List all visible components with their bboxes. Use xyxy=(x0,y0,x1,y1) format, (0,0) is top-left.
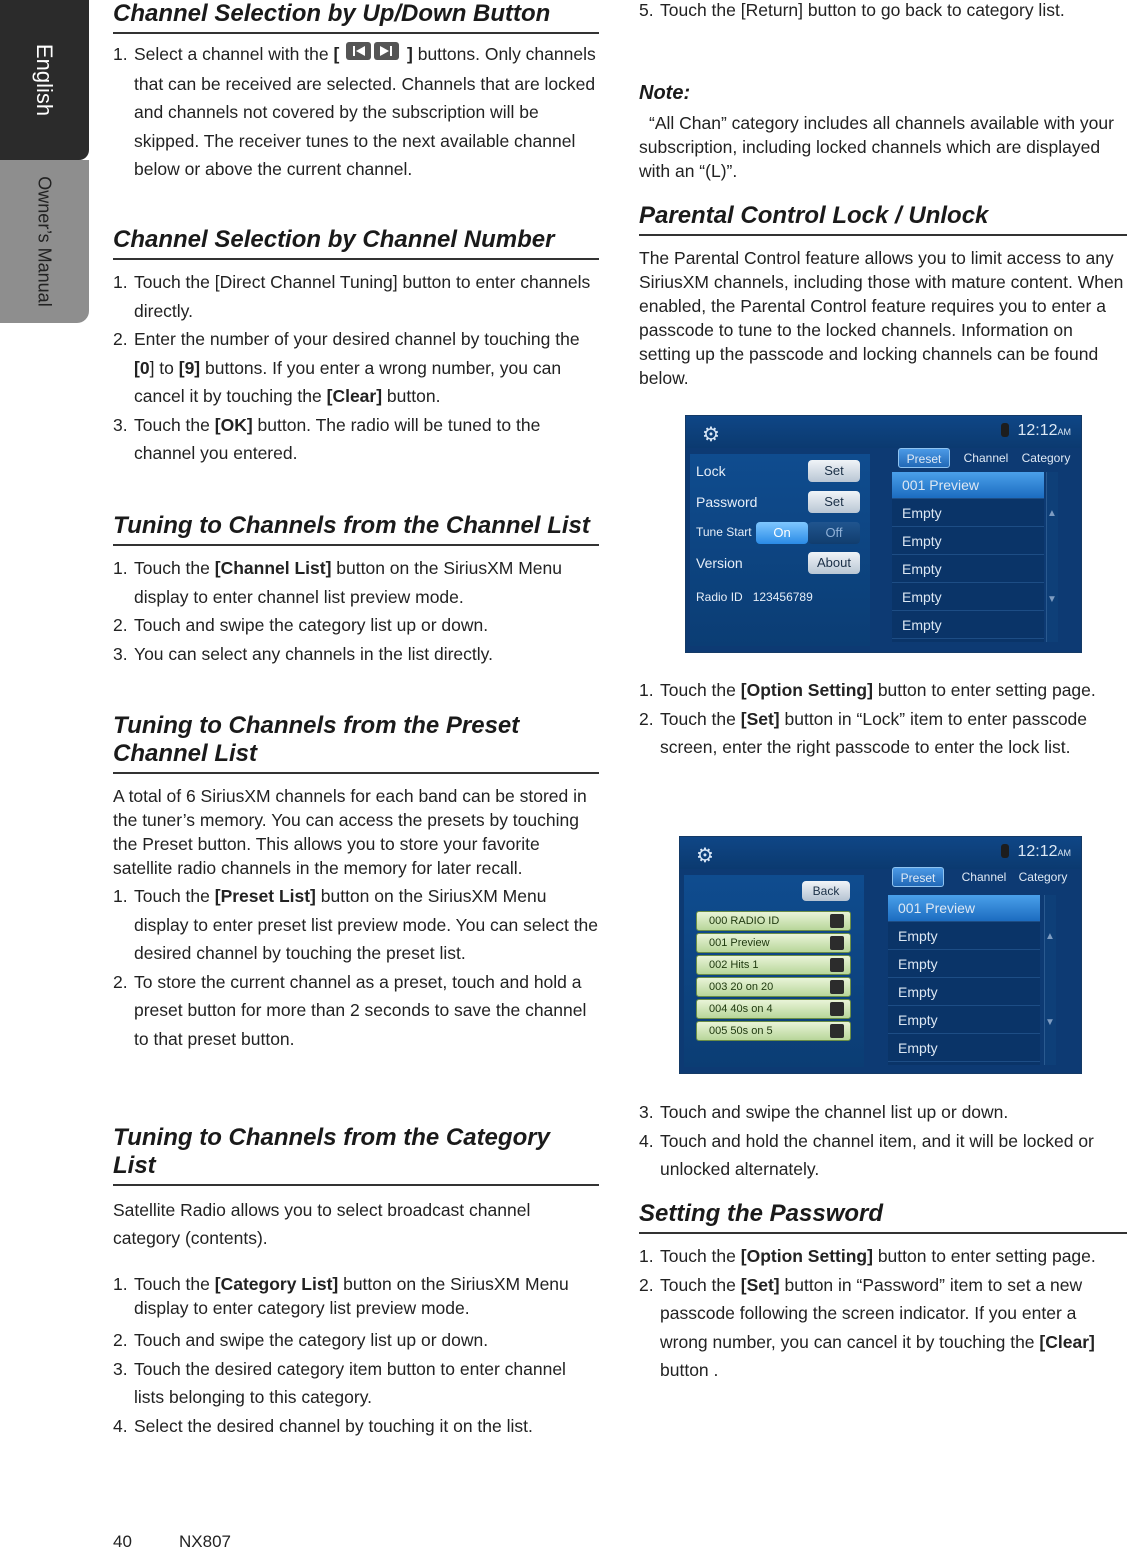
lock-steps-continued xyxy=(639,1098,1127,1184)
list-item: 3. Touch the [OK] button. The radio will be tuned to the channel you entered. xyxy=(113,414,541,463)
scroll-up-icon[interactable]: ▲ xyxy=(1047,508,1057,519)
heading-up-down: Channel Selection by Up/Down Button xyxy=(113,0,599,34)
lock-icon xyxy=(830,1024,844,1038)
tab-preset[interactable]: Preset xyxy=(898,448,950,468)
tab-preset[interactable]: Preset xyxy=(892,867,944,887)
bluetooth-icon xyxy=(1001,423,1009,437)
scrollbar[interactable] xyxy=(1044,895,1056,1065)
tune-start-on-button[interactable]: On xyxy=(756,522,808,544)
owners-manual-label: Owner’s Manual xyxy=(35,176,55,307)
lock-item[interactable]: 003 20 on 20 xyxy=(696,977,851,997)
section-preset-list xyxy=(113,712,599,1053)
list-item: 4. Select the desired channel by touching it on the list. xyxy=(113,1415,533,1436)
lock-steps xyxy=(639,676,1127,762)
list-item: 2. Touch the [Set] button in “Lock” item to enter passcode screen, enter the right passcode to enter the lock list. xyxy=(639,708,1088,757)
tab-category[interactable]: Category xyxy=(1018,870,1068,884)
option-setting-screen xyxy=(685,415,1082,653)
english-label: English xyxy=(32,43,58,117)
setting-label: Lock xyxy=(696,463,726,479)
list-item: 2. Touch and swipe the category list up or down. xyxy=(113,1330,489,1350)
list-item[interactable]: Empty xyxy=(888,1007,1040,1034)
lock-icon xyxy=(830,936,844,950)
lock-icon xyxy=(830,914,844,928)
setting-label: Version xyxy=(696,555,743,571)
scrollbar[interactable] xyxy=(1046,472,1058,642)
list-item[interactable]: 001 Preview xyxy=(888,895,1040,922)
preset-intro: A total of 6 SiriusXM channels for each band can be stored in the tuner’s memory. You can access the presets by touching the Preset button. This allows you to store your favorite satellite radio channels in the memory for later recall. xyxy=(113,786,587,878)
scroll-down-icon[interactable]: ▼ xyxy=(1047,594,1057,605)
list-item: 2. Enter the number of your desired channel by touching the [0] to [9] buttons. If you enter a wrong number, you can cancel it by touching the [Clear] button. xyxy=(113,329,580,406)
list-item: 3. You can select any channels in the list directly. xyxy=(113,643,493,664)
list-item[interactable]: Empty xyxy=(892,500,1044,527)
list-item: 4. Touch and hold the channel item, and it will be locked or unlocked alternately. xyxy=(639,1130,1094,1179)
list-item[interactable]: Empty xyxy=(892,584,1044,611)
note-heading: Note: xyxy=(639,82,691,104)
heading-channel-list: Tuning to Channels from the Channel List xyxy=(113,512,599,546)
clock: 12:12AM xyxy=(1017,843,1071,860)
list-item[interactable]: Empty xyxy=(892,556,1044,583)
section-up-down xyxy=(113,0,599,184)
heading-parental-control: Parental Control Lock / Unlock xyxy=(639,202,1127,236)
tab-channel[interactable]: Channel xyxy=(961,870,1007,884)
note-text: “All Chan” category includes all channels available with your subscription, including locked channels which are displayed with an “(L)”. xyxy=(639,113,1114,181)
lock-item[interactable]: 000 RADIO ID xyxy=(696,911,851,931)
scroll-up-icon[interactable]: ▲ xyxy=(1045,931,1055,942)
list-item[interactable]: Empty xyxy=(892,528,1044,555)
list-item[interactable]: Empty xyxy=(892,612,1044,639)
tab-category[interactable]: Category xyxy=(1021,451,1071,465)
section-channel-number xyxy=(113,226,599,468)
list-item: 1. Touch the [Option Setting] button to enter setting page. xyxy=(639,1246,1096,1266)
gear-icon[interactable]: ⚙ xyxy=(696,845,714,867)
lock-panel xyxy=(684,875,864,1067)
radio-id-row: Radio ID 123456789 xyxy=(696,590,813,604)
password-set-button[interactable]: Set xyxy=(808,491,860,513)
section-parental-control xyxy=(639,202,1127,390)
list-item: 1. Select a channel with the [ ] buttons. Only channels that can be received are selected. Channels that are locked and channels not covered by the subscription will be skipped. The receiver tunes to the next available channel below or above the current channel. xyxy=(113,40,599,184)
preset-list xyxy=(892,472,1044,642)
list-item: 2. Touch the [Set] button in “Password” item to set a new passcode following the screen indicator. If you enter a wrong number, you can cancel it by touching the [Clear] button . xyxy=(639,1274,1095,1380)
tab-channel[interactable]: Channel xyxy=(963,451,1009,465)
list-item: 5. Touch the [Return] button to go back to category list. xyxy=(639,0,1065,20)
list-item[interactable]: Empty xyxy=(888,1035,1040,1062)
lock-icon xyxy=(830,958,844,972)
page-number: 40 xyxy=(113,1532,132,1550)
list-item: 2. To store the current channel as a preset, touch and hold a preset button for more than 2 seconds to save the channel to that preset button. xyxy=(113,971,587,1049)
list-item: 1. Touch the [Category List] button on the SiriusXM Menu display to enter category list preview mode. xyxy=(113,1274,569,1318)
list-item: 1. Touch the [Channel List] button on the SiriusXM Menu display to enter channel list preview mode. xyxy=(113,558,562,607)
clock: 12:12AM xyxy=(1017,422,1071,439)
tab-english xyxy=(0,0,89,160)
list-item: 3. Touch the desired category item button to enter channel lists belonging to this category. xyxy=(113,1358,566,1407)
heading-preset-list: Tuning to Channels from the Preset Channel List xyxy=(113,712,599,774)
lock-item[interactable]: 001 Preview xyxy=(696,933,851,953)
model-name: NX807 xyxy=(179,1532,231,1550)
list-item: 3. Touch and swipe the channel list up or down. xyxy=(639,1102,1009,1122)
tab-owners-manual xyxy=(0,160,89,323)
back-button[interactable]: Back xyxy=(802,881,850,901)
heading-category-list: Tuning to Channels from the Category List xyxy=(113,1124,599,1186)
list-item[interactable]: Empty xyxy=(888,979,1040,1006)
section-setting-password xyxy=(639,1200,1127,1385)
lock-item[interactable]: 004 40s on 4 xyxy=(696,999,851,1019)
scroll-down-icon[interactable]: ▼ xyxy=(1045,1017,1055,1028)
heading-setting-password: Setting the Password xyxy=(639,1200,1127,1234)
lock-set-button[interactable]: Set xyxy=(808,460,860,482)
list-item[interactable]: Empty xyxy=(888,923,1040,950)
setting-label: Password xyxy=(696,494,758,510)
list-item: 1. Touch the [Preset List] button on the SiriusXM Menu display to enter preset list preview mode. You can select the desired channel by touching the preset list. xyxy=(113,886,599,963)
section-channel-list xyxy=(113,512,599,668)
list-item: 1. Touch the [Option Setting] button to enter setting page. xyxy=(639,680,1096,700)
list-item[interactable]: 001 Preview xyxy=(892,472,1044,499)
settings-panel xyxy=(690,454,870,646)
lock-icon xyxy=(830,980,844,994)
lock-icon xyxy=(830,1002,844,1016)
skip-icons xyxy=(346,41,400,70)
tune-start-off-button[interactable]: Off xyxy=(808,522,860,544)
section-category-list xyxy=(113,1124,599,1440)
page-footer xyxy=(113,1532,231,1550)
lock-list-screen xyxy=(679,836,1082,1074)
about-button[interactable]: About xyxy=(808,552,860,574)
heading-channel-number: Channel Selection by Channel Number xyxy=(113,226,599,260)
list-item[interactable]: Empty xyxy=(888,951,1040,978)
list-item: 1. Touch the [Direct Channel Tuning] button to enter channels directly. xyxy=(113,272,591,321)
gear-icon[interactable]: ⚙ xyxy=(702,424,720,446)
prev-next-icon xyxy=(346,41,400,61)
preset-list xyxy=(888,895,1040,1065)
setting-label: Tune Start xyxy=(696,525,752,539)
parental-intro: The Parental Control feature allows you to limit access to any SiriusXM channels, including those with mature content. When enabled, the Parental Control feature requires you to enter a passcode to tune to the locked channels. Information on setting up the passcode and locking channels can be found below. xyxy=(639,248,1124,388)
lock-item[interactable]: 002 Hits 1 xyxy=(696,955,851,975)
bluetooth-icon xyxy=(1001,844,1009,858)
category-intro: Satellite Radio allows you to select broadcast channel category (contents). xyxy=(113,1200,531,1248)
lock-item[interactable]: 005 50s on 5 xyxy=(696,1021,851,1041)
note-block xyxy=(639,82,1127,183)
list-item: 2. Touch and swipe the category list up or down. xyxy=(113,615,489,635)
